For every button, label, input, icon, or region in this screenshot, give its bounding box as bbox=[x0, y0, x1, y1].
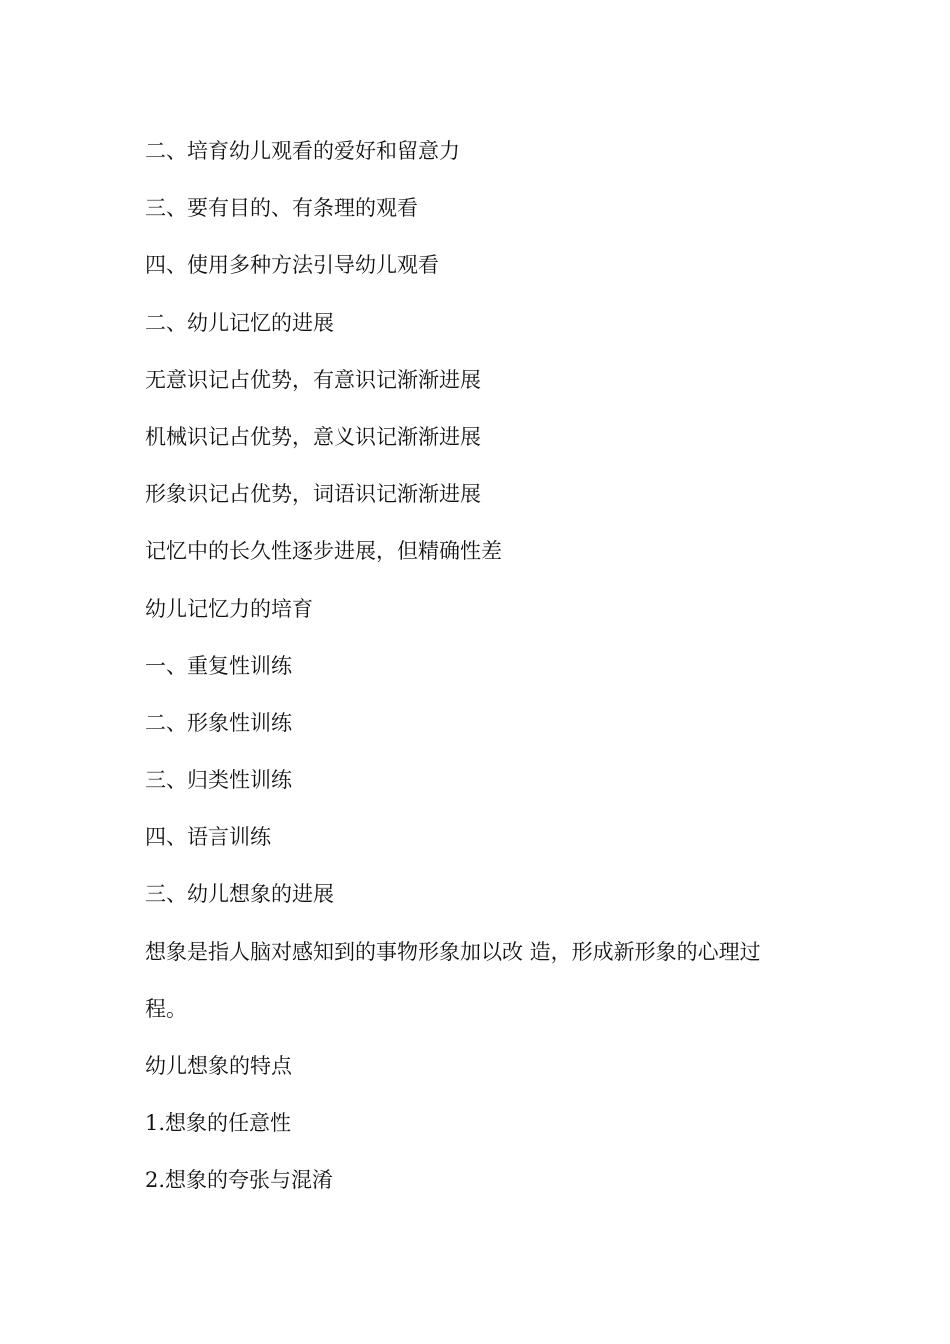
document-body bbox=[145, 133, 815, 1220]
definition-line-1: 想象是指人脑对感知到的事物形象加以改 造，形成新形象的心理过 bbox=[145, 939, 761, 964]
text-line: 四、使用多种方法引导幼儿观看 bbox=[145, 253, 439, 278]
text-line: 二、形象性训练 bbox=[145, 710, 292, 735]
text-line: 机械识记占优势，意义识记渐渐进展 bbox=[145, 424, 481, 449]
list-item: 2.想象的夸张与混淆 bbox=[145, 1168, 334, 1193]
subheading: 幼儿想象的特点 bbox=[145, 1054, 292, 1078]
text-line: 一、重复性训练 bbox=[145, 653, 292, 678]
definition-paragraph bbox=[145, 934, 815, 1027]
text-line: 形象识记占优势，词语识记渐渐进展 bbox=[145, 482, 481, 507]
text-line: 四、语言训练 bbox=[145, 825, 271, 850]
section-heading: 二、幼儿记忆的进展 bbox=[145, 310, 334, 335]
text-line: 记忆中的长久性逐步进展，但精确性差 bbox=[145, 539, 502, 564]
text-line: 三、要有目的、有条理的观看 bbox=[145, 196, 418, 221]
text-line: 无意识记占优势，有意识记渐渐进展 bbox=[145, 367, 481, 392]
list-item: 1.想象的任意性 bbox=[145, 1111, 292, 1136]
section-heading: 三、幼儿想象的进展 bbox=[145, 882, 334, 907]
subheading: 幼儿记忆力的培育 bbox=[145, 596, 313, 621]
text-line: 二、培育幼儿观看的爱好和留意力 bbox=[145, 139, 460, 163]
definition-line-2: 程。 bbox=[145, 996, 187, 1021]
text-line: 三、归类性训练 bbox=[145, 768, 292, 793]
